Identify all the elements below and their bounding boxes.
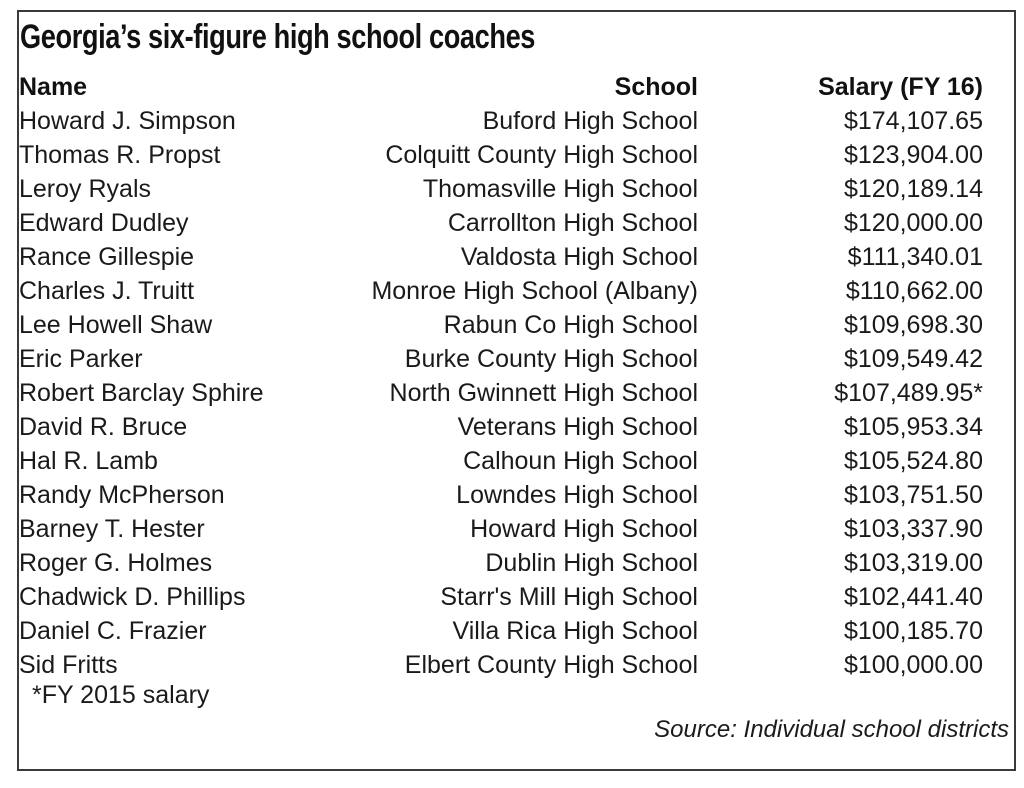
salary-value: $103,319.00 <box>843 549 983 577</box>
table-row <box>19 240 983 274</box>
coach-name: Barney T. Hester <box>19 515 205 543</box>
salary-value: $120,000.00 <box>843 209 983 237</box>
coach-name: Hal R. Lamb <box>19 447 158 475</box>
salary-value: $103,751.50 <box>843 481 983 509</box>
school-name: North Gwinnett High School <box>389 379 698 407</box>
column-header-salary: Salary (FY 16) <box>818 73 983 101</box>
table-row <box>19 104 983 138</box>
school-name: Monroe High School (Albany) <box>371 277 698 305</box>
page-title: Georgia’s six-figure high school coaches <box>20 18 536 56</box>
coach-name: Edward Dudley <box>19 209 189 237</box>
salary-value: $100,000.00 <box>843 651 983 679</box>
salary-value: $109,698.30 <box>843 311 983 339</box>
salary-value: $174,107.65 <box>843 107 983 135</box>
coach-name: Roger G. Holmes <box>19 549 213 577</box>
column-header-school: School <box>614 73 698 101</box>
school-name: Howard High School <box>470 515 698 543</box>
table-row <box>19 478 983 512</box>
table-row <box>19 376 983 410</box>
coach-name: David R. Bruce <box>19 413 188 441</box>
table-row <box>19 138 983 172</box>
coach-name: Robert Barclay Sphire <box>19 379 264 407</box>
school-name: Thomasville High School <box>422 175 698 203</box>
school-name: Veterans High School <box>457 413 698 441</box>
table-row <box>19 308 983 342</box>
school-name: Lowndes High School <box>456 481 698 509</box>
salary-value: $109,549.42 <box>843 345 983 373</box>
school-name: Villa Rica High School <box>452 617 698 645</box>
school-name: Valdosta High School <box>460 243 698 271</box>
school-name: Dublin High School <box>485 549 698 577</box>
school-name: Elbert County High School <box>404 651 698 679</box>
salary-value: $100,185.70 <box>843 617 983 645</box>
coach-name: Randy McPherson <box>19 481 225 509</box>
salary-value: $120,189.14 <box>843 175 983 203</box>
coach-name: Eric Parker <box>19 345 143 373</box>
coach-name: Lee Howell Shaw <box>19 311 213 339</box>
footnote: *FY 2015 salary <box>32 681 210 709</box>
table-row <box>19 172 983 206</box>
school-name: Starr's Mill High School <box>440 583 698 611</box>
table-row <box>19 648 983 682</box>
coach-name: Howard J. Simpson <box>19 107 236 135</box>
salary-value: $105,524.80 <box>843 447 983 475</box>
school-name: Buford High School <box>482 107 698 135</box>
column-header-name: Name <box>19 73 88 101</box>
table-row <box>19 342 983 376</box>
coach-name: Daniel C. Frazier <box>19 617 207 645</box>
table-row <box>19 512 983 546</box>
table-row <box>19 546 983 580</box>
salary-value: $123,904.00 <box>843 141 983 169</box>
table-row <box>19 580 983 614</box>
salary-value: $102,441.40 <box>843 583 983 611</box>
coach-name: Thomas R. Propst <box>19 141 221 169</box>
school-name: Rabun Co High School <box>443 311 698 339</box>
salary-value: $107,489.95* <box>834 379 983 407</box>
coach-name: Charles J. Truitt <box>19 277 195 305</box>
salary-value: $111,340.01 <box>847 243 983 271</box>
salary-table <box>19 70 983 682</box>
coach-name: Rance Gillespie <box>19 243 195 271</box>
table-row <box>19 274 983 308</box>
source-credit: Source: Individual school districts <box>654 716 1009 743</box>
coach-name: Leroy Ryals <box>19 175 151 203</box>
salary-value: $105,953.34 <box>843 413 983 441</box>
table-row <box>19 444 983 478</box>
coach-name: Sid Fritts <box>19 651 118 679</box>
table-header <box>19 70 983 104</box>
table-row <box>19 206 983 240</box>
coach-name: Chadwick D. Phillips <box>19 583 246 611</box>
salary-value: $103,337.90 <box>843 515 983 543</box>
table-row <box>19 410 983 444</box>
school-name: Colquitt County High School <box>385 141 698 169</box>
school-name: Calhoun High School <box>463 447 698 475</box>
salary-value: $110,662.00 <box>845 277 983 305</box>
school-name: Carrollton High School <box>447 209 698 237</box>
table-row <box>19 614 983 648</box>
school-name: Burke County High School <box>404 345 698 373</box>
